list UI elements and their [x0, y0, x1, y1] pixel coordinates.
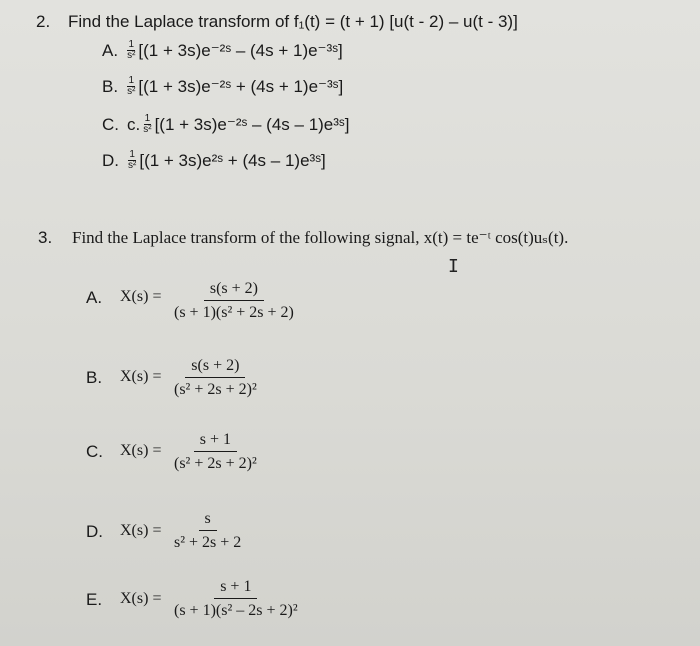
numerator: s(s + 2) [185, 357, 245, 378]
q3-option-e-fraction [168, 578, 304, 620]
q2-option-label: C. [102, 114, 119, 134]
q2-prompt: Find the Laplace transform of f₁(t) = (t + 1) [u(t - 2) – u(t - 3)] [68, 12, 518, 31]
q3-option-b-label: B. [86, 368, 103, 387]
q3-option-a-label: A. [86, 288, 103, 307]
q2-option-expression: [(1 + 3s)e⁻²ˢ – (4s + 1)e⁻³ˢ] [138, 40, 343, 60]
q3-option-d-lhs: X(s) = [120, 522, 162, 539]
numerator: s + 1 [194, 431, 237, 452]
coefficient-fraction: $\frac{1}{\text{s²}}$ [127, 39, 136, 61]
q3-option-d-fraction [168, 510, 247, 552]
text-cursor-icon: I [448, 256, 459, 277]
denominator: (s + 1)(s² – 2s + 2)² [174, 602, 298, 619]
q2-option-d [102, 150, 326, 171]
q3-option-c-lhs: X(s) = [120, 442, 162, 459]
q3-option-c-fraction [168, 431, 263, 473]
denominator: s² + 2s + 2 [174, 534, 242, 551]
q3-option-a-fraction [168, 280, 300, 322]
q2-option-label: D. [102, 150, 119, 170]
q2-option-c [102, 114, 349, 135]
q3-option-d-label: D. [86, 522, 103, 541]
q3-option-a-lhs: X(s) = [120, 288, 162, 305]
denominator: (s² + 2s + 2)² [174, 455, 257, 472]
q3-prompt: Find the Laplace transform of the following signal, x(t) = te⁻ᵗ cos(t)uₛ(t). [72, 228, 569, 247]
q2-option-b [102, 76, 343, 97]
q2-option-expression: [(1 + 3s)e⁻²ˢ – (4s – 1)e³ˢ] [154, 114, 350, 134]
q2-option-a [102, 40, 343, 61]
denominator: (s² + 2s + 2)² [174, 381, 257, 398]
q3-option-c-label: C. [86, 442, 103, 461]
denominator: (s + 1)(s² + 2s + 2) [174, 304, 294, 321]
q3-number: 3. [38, 228, 53, 247]
q3-option-e-label: E. [86, 590, 103, 609]
q2-option-label: B. [102, 76, 119, 96]
coefficient-fraction: $\frac{1}{\text{s²}}$ [143, 113, 152, 135]
q3-option-e-lhs: X(s) = [120, 590, 162, 607]
q3-option-b-lhs: X(s) = [120, 368, 162, 385]
q2-option-expression: [(1 + 3s)e⁻²ˢ + (4s + 1)e⁻³ˢ] [138, 76, 344, 96]
q3-option-b-fraction [168, 357, 263, 399]
q2-option-prefix: c. [127, 114, 141, 134]
numerator: s(s + 2) [204, 280, 264, 301]
coefficient-fraction: $\frac{1}{\text{s²}}$ [127, 75, 136, 97]
numerator: s [199, 510, 217, 531]
numerator: s + 1 [214, 578, 257, 599]
coefficient-fraction: $\frac{1}{\text{s²}}$ [128, 149, 137, 171]
q2-option-expression: [(1 + 3s)e²ˢ + (4s – 1)e³ˢ] [139, 150, 326, 170]
q2-number: 2. [36, 12, 51, 31]
q2-option-label: A. [102, 40, 119, 60]
